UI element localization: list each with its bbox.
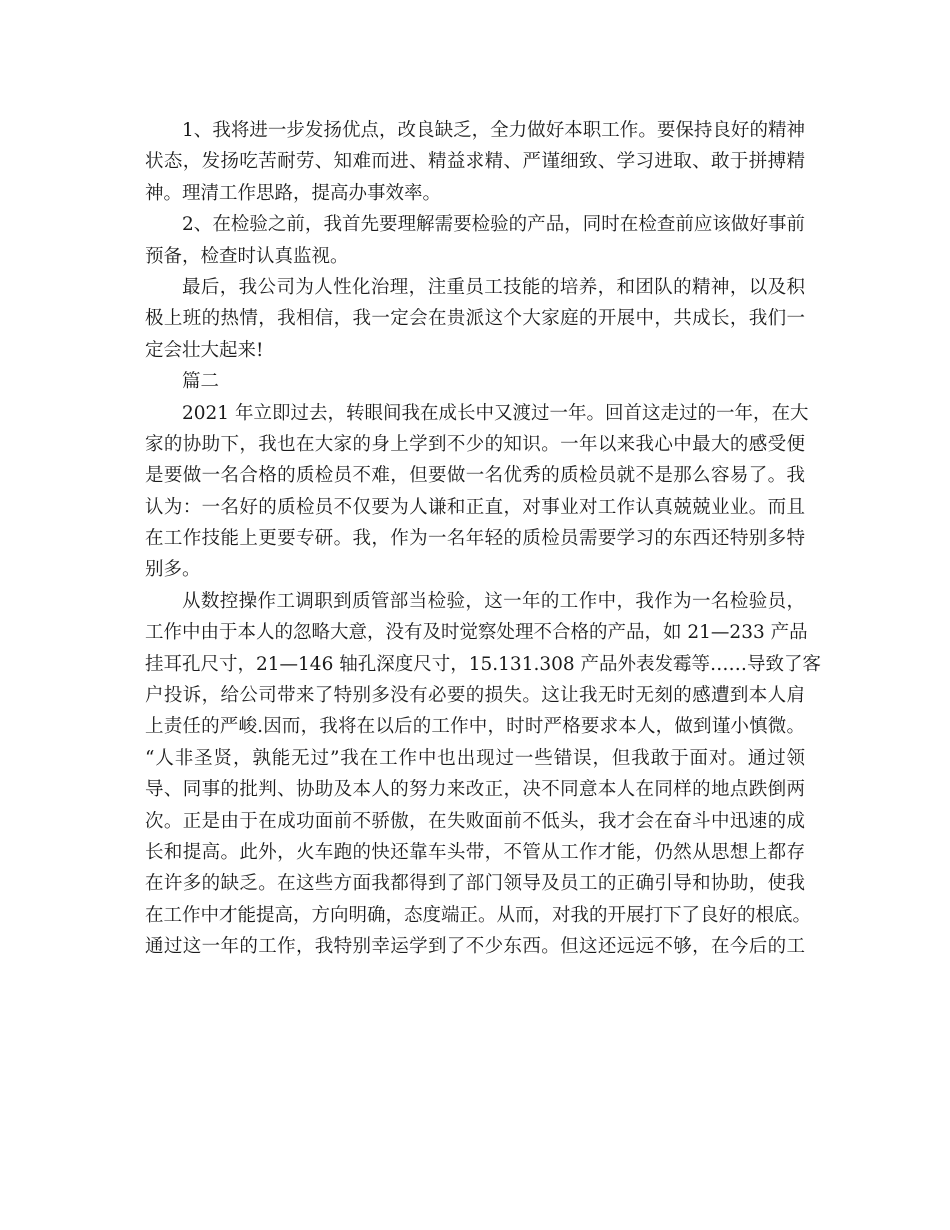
document-body xyxy=(145,115,822,963)
text-line: 极上班的热情，我相信，我一定会在贵派这个大家庭的开展中，共成长，我们一 xyxy=(145,308,805,330)
text-line: 次。正是由于在成功面前不骄傲，在失败面前不低头，我才会在奋斗中迅速的成 xyxy=(145,810,805,832)
paragraph-2 xyxy=(145,209,805,272)
text-line: 工作中由于本人的忽略大意，没有及时觉察处理不合格的产品，如 21—233 产品 xyxy=(145,622,808,644)
text-line: “人非圣贤，孰能无过”我在工作中也出现过一些错误，但我敢于面对。通过领 xyxy=(145,747,805,769)
paragraph-6 xyxy=(145,586,822,963)
text-line: 挂耳孔尺寸，21—146 轴孔深度尺寸，15.131.308 产品外表发霉等……导致了客 xyxy=(145,653,822,675)
text-line: 别多。 xyxy=(145,559,201,581)
text-line: 2021 年立即过去，转眼间我在成长中又渡过一年。回首这走过的一年，在大 xyxy=(182,402,809,424)
text-line: 1、我将进一步发扬优点，改良缺乏，全力做好本职工作。要保持良好的精神 xyxy=(182,120,805,141)
text-line: 状态，发扬吃苦耐劳、知难而进、精益求精、严谨细致、学习进取、敢于拼搏精 xyxy=(145,151,805,173)
section-heading xyxy=(145,366,805,397)
text-line: 认为：一名好的质检员不仅要为人谦和正直，对事业对工作认真兢兢业业。而且 xyxy=(145,496,805,518)
paragraph-1 xyxy=(145,115,805,209)
text-line: 神。理清工作思路，提高办事效率。 xyxy=(145,182,442,204)
text-line: 导、同事的批判、协助及本人的努力来改正，决不同意本人在同样的地点跌倒两 xyxy=(145,779,805,801)
text-line: 在工作技能上更要专研。我，作为一名年轻的质检员需要学习的东西还特别多特 xyxy=(145,528,805,550)
text-line: 最后，我公司为人性化治理，注重员工技能的培养，和团队的精神，以及积 xyxy=(182,276,805,298)
text-line: 户投诉，给公司带来了特别多没有必要的损失。这让我无时无刻的感遭到本人肩 xyxy=(145,685,805,707)
text-line: 预备，检查时认真监视。 xyxy=(145,245,349,267)
text-line: 在工作中才能提高，方向明确，态度端正。从而，对我的开展打下了良好的根底。 xyxy=(145,904,812,926)
paragraph-3 xyxy=(145,272,805,366)
text-line: 2、在检验之前，我首先要理解需要检验的产品，同时在检查前应该做好事前 xyxy=(182,214,805,236)
text-line: 家的协助下，我也在大家的身上学到不少的知识。一年以来我心中最大的感受便 xyxy=(145,433,805,455)
paragraph-5 xyxy=(145,398,809,586)
text-line: 定会壮大起来! xyxy=(145,339,264,361)
text-line: 在许多的缺乏。在这些方面我都得到了部门领导及员工的正确引导和协助，使我 xyxy=(145,873,805,895)
section-title: 篇二 xyxy=(182,371,220,393)
text-line: 是要做一名合格的质检员不难，但要做一名优秀的质检员就不是那么容易了。我 xyxy=(145,465,805,487)
text-line: 长和提高。此外，火车跑的快还靠车头带，不管从工作才能，仍然从思想上都存 xyxy=(145,841,805,863)
text-line: 从数控操作工调职到质管部当检验，这一年的工作中，我作为一名检验员， xyxy=(182,590,805,612)
text-line: 上责任的严峻.因而，我将在以后的工作中，时时严格要求本人，做到谨小慎微。 xyxy=(145,716,805,738)
text-line: 通过这一年的工作，我特别幸运学到了不少东西。但这还远远不够，在今后的工 xyxy=(145,936,805,958)
